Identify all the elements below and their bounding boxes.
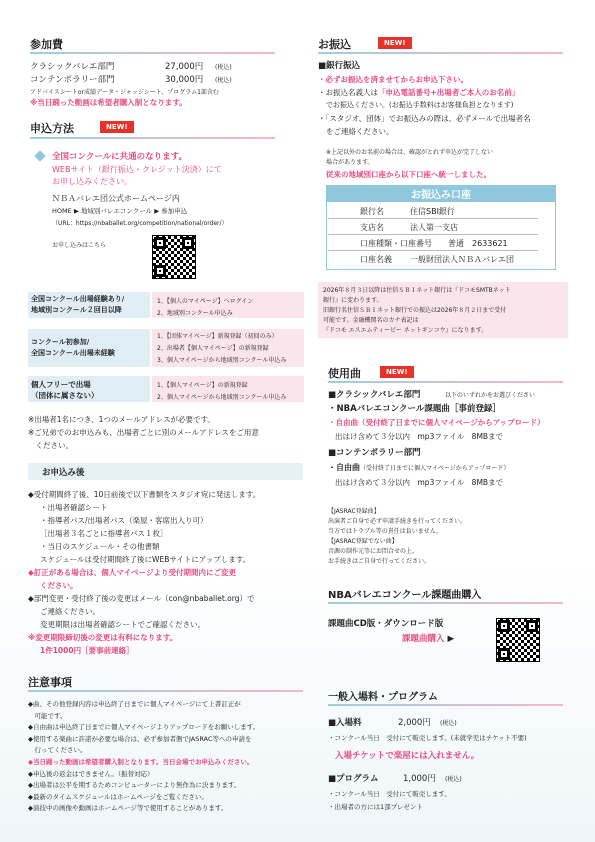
breadcrumb-regional[interactable]: 地域別バレエコンクール [80,207,153,215]
music-spec: 出はけ含めて３分以内 mp3ファイル 8MBまで [335,432,504,441]
qr-code-icon[interactable] [496,618,540,662]
list-item: 1件1000円［要事前連絡］ [40,646,134,655]
account-row [328,204,538,219]
music-nba: ・NBAバレエコンクール課題曲［事前登録］ [328,404,501,414]
list-item: ◆申込後の返金はできません。（振替対応） [28,769,154,778]
list-item: スケジュールは受付期間終了後にWEBサイトにアップします。 [40,555,251,564]
entry-prog-label: ■プログラム [328,774,379,784]
transfer-name-label: ・お振込名義人は [318,88,378,97]
qr-finder [154,237,166,249]
purchase-title: NBAバレエコンクール課題曲購入 [328,590,482,601]
transfer-name-rule: 「申込電話番号+出場者ご本人のお名前」 [378,88,520,97]
transfer-note: ※上記以外のお名前の場合は、確認がとれず申込が完了しない [326,149,494,156]
transfer-note: 場合があります。 [326,159,374,166]
fee-tax: (税込) [215,77,232,84]
case-title: コンクール初参加/ [31,338,90,346]
account-value: 法人第一支店 [410,223,458,232]
notice-line: 旧銀行名住信ＳＢＩネット銀行での振込は2026年８月２日まで受付 [323,307,507,314]
divider [318,52,563,54]
music-free: ・自由曲（受付終了日までに個人マイページからアップロード） [328,418,545,427]
music-contemporary: ■コンテンポラリー部門 [328,448,421,458]
qr-finder [154,265,166,277]
entry-fee: 2,000円 [398,718,431,728]
notice-line: 銀行』に変わります。 [323,297,383,304]
music-free2-label: ・自由曲 [328,463,360,472]
purchase-link-label: 課題曲購入 [402,634,445,644]
jasrac-line: 【JASRAC登録でない曲】 [328,538,398,545]
account-row [328,220,538,235]
notice-line: 可能です。金融機関名のカナ表記は [323,317,419,324]
case-title: （団体に属さない） [31,391,99,400]
case-title: 個人フリーで出場 [31,380,91,389]
list-item: ◆最新のタイムスケジュールはホームページをご覧ください。 [28,792,208,801]
divider [30,52,275,54]
account-title: お振込み口座 [411,190,471,201]
qr-finder [526,620,538,632]
music-free2 [328,462,509,473]
case-title: 地域別コンクール２回目以降 [31,306,122,314]
transfer-sub: ■銀行振込 [318,61,361,71]
new-badge: NEW! [100,121,134,133]
divider [28,690,303,692]
entry-fee-label: ■入場料 [328,718,362,728]
jasrac-line: 【JASRAC登録曲】 [328,508,380,515]
apply-web-line1: WEBサイト（銀行振込・クレジット決済）にて [52,165,222,174]
apply-site: ＮＢＡバレエ団公式ホームページ内 [52,194,180,203]
apply-web-line2: お申し込みください。 [52,177,132,186]
list-item: ◆当日踊った動画は希望者購入制となります。当日会場でお申込みください。 [28,758,254,766]
new-badge: NEW! [378,37,412,49]
transfer-title: お振込 [318,38,351,51]
purchase-link[interactable] [402,632,454,644]
case-step: 1、【団体マイページ】新規登録（初回のみ） [157,333,278,340]
music-spec: 出はけ含めて３分以内 mp3ファイル 8MBまで [335,478,504,487]
list-item: ・指導者パス/出場者パス（楽屋・客席出入り可） [40,516,208,525]
list-item: ◆受付期間終了後、10日前後で以下書類をスタジオ宛に発送します。 [28,490,261,499]
transfer-line: ・必ずお振込を済ませてからお申込下さい。 [318,75,468,84]
list-item: ◆自由曲は申込終了日までに個人マイページよりアップロードをお願いします。 [28,723,260,732]
list-item: ◆曲、その他登録内容は申込終了日までに個人マイページにて上書訂正が [28,700,241,708]
jasrac-line: 当方ではトラブル等の責任は負いません。 [328,528,443,535]
after-title: お申込み後 [42,468,85,478]
account-key: 口座名義 [360,255,392,264]
case-step: 1、【個人のマイページ】へログイン [157,298,254,305]
transfer-line: でお振込ください。(お振込手数料はお客様負担となります) [326,101,514,109]
entry-prog-tax: (税込) [445,776,462,783]
list-item: ◆訂正がある場合は、個人マイページより受付期間内にご変更 [28,568,236,577]
music-classic-sub: 以下のいずれかをお選びください [445,392,536,399]
apply-note: ※ご兄弟でのお申込みも、出場者ごとに別のメールアドレスをご用意 [28,428,259,437]
music-title: 使用曲 [328,367,361,380]
apply-url[interactable]: （URL：https://nbaballet.org/competition/national/order/） [52,220,228,227]
divider [328,381,563,383]
triangle-icon: ▶ [154,207,160,215]
breadcrumb [52,206,187,215]
arrow-right-icon: ▶ [447,634,455,644]
list-item: ［出場者３名ごとに指導者パス１枚］ [40,529,168,538]
jasrac-line: 音源の制作元等にお問合せの上、 [328,548,419,555]
entry-fee-line: ・コンクール当日 受付にて販売します。(未就学児はチケット不要) [328,734,527,742]
divider [30,137,275,139]
fee-title: 参加費 [30,38,63,51]
account-key: 支店名 [360,223,384,232]
list-item: 変更期限は出場者確認シートでご確認ください。 [40,620,205,629]
apply-common: 全国コンクールに共通のなります。 [52,152,187,162]
transfer-line: をご連絡ください。 [326,127,394,136]
entry-prog-line: ・出場者の方には1部プレゼント [328,803,423,811]
account-value: 一般財団法人ＮＢＡバレエ団 [410,255,514,264]
jasrac-line: お手続きはご自身で行ってください。 [328,558,431,565]
fee-pink-note: ※当日踊った動画は希望者購入制となります。 [30,98,187,107]
case-step: 2、出場者【個人マイページ】の新規登録 [157,345,269,352]
list-item: ・当日のスケジュール・その他書類 [40,542,160,551]
list-item: ◆出場者は公平を期するためコンピューターにより無作為に決まります。 [28,781,241,790]
purchase-line: 課題曲CD版・ダウンロード版 [328,619,444,629]
new-badge: NEW! [380,366,414,378]
qr-finder [498,620,510,632]
transfer-unify-note: 従来の地域別口座から以下口座へ統一しました。 [326,170,491,179]
case-step: 2、個人マイページから地域別コンクール申込み [157,394,287,401]
account-value: 住信SBI銀行 [410,207,455,216]
list-item: ◆演技中の画像や動画はホームページ等で使用することがあります。 [28,804,228,813]
fee-tax: (税込) [215,64,232,71]
list-item: ください。 [40,581,78,590]
apply-note: ください。 [28,441,73,450]
entry-fee-tax: (税込) [440,720,457,727]
breadcrumb-order[interactable]: 参加申込 [161,207,188,215]
fee-contemporary-price: 30,000円 [165,75,204,85]
apply-note: ※出場者1名につき、1つのメールアドレスが必要です。 [28,415,215,424]
breadcrumb-home[interactable]: HOME [52,207,72,215]
list-item: 行ってください。 [28,746,87,755]
divider [328,602,563,604]
transfer-line: ・「スタジオ、団体」でお振込みの際は、必ずメールで出場者名 [318,114,531,123]
list-item: 可能です。 [28,711,67,720]
fee-classic-price: 27,000円 [165,62,204,72]
notice-line: 『ドコモ エスエムティービー ネットギンコウ』になります。 [323,327,488,334]
account-row [328,252,538,267]
notice-line: 2026年８月３日以降は住信ＳＢＩネット銀行は『ドコモSMTBネット [323,287,511,294]
qr-label: お申し込みはこちら [52,242,107,249]
list-item: ※変更期限締切後の変更は有料になります。 [28,633,178,642]
account-row [328,236,538,251]
list-item: ご連絡ください。 [40,607,100,616]
account-key: 口座種類・口座番号 [360,239,432,248]
music-classic: ■クラシックバレエ部門 [328,390,421,400]
qr-finder [182,237,194,249]
case-step: 1、【個人マイページ】の新規登録 [157,382,248,389]
triangle-icon: ▶ [73,207,79,215]
entry-fee-pink: 入場チケットで楽屋には入れません。 [335,751,480,761]
list-item: ◆使用する楽曲に許諾が必要な場合は、必ず参加者側でJASRAC等への申請を [28,734,252,743]
case-step: 3、個人マイページから地域別コンクール申込み [157,357,287,364]
divider [328,704,563,706]
caution-title: 注意事項 [28,676,72,689]
case-title: 全国コンクール出場未経験 [31,349,115,357]
case-title: 全国コンクール出場経験あり/ [31,295,125,303]
list-item: ・出場者確認シート [40,503,108,512]
qr-code-icon[interactable] [152,235,196,279]
case-step: 2、地域別コンクール申込み [157,310,233,317]
account-key: 銀行名 [360,207,384,216]
list-item: ◆部門変更・受付終了後の変更はメール（con@nbaballet.org）で [28,594,255,603]
entry-prog-line: ・コンクール当日 受付にて販売します。 [328,790,451,798]
qr-finder [498,648,510,660]
transfer-line [318,87,519,98]
fee-classic-label: クラシックバレエ部門 [30,62,115,72]
diamond-icon [34,150,45,161]
music-free2-sub: （受付終了日までに個人マイページからアップロード） [360,465,510,472]
jasrac-line: 出演者ご自身で必ず申請手続きを行ってください。 [328,518,467,525]
account-value: 普通 2633621 [448,239,508,248]
apply-title: 申込方法 [30,122,74,135]
fee-note: アドバイスシートor成績データ・ジャッジシート、プログラム1部含む [30,89,219,96]
fee-contemporary-label: コンテンポラリー部門 [30,75,115,85]
entry-title: 一般入場料・プログラム [328,692,438,703]
entry-prog: 1,000円 [403,774,436,784]
